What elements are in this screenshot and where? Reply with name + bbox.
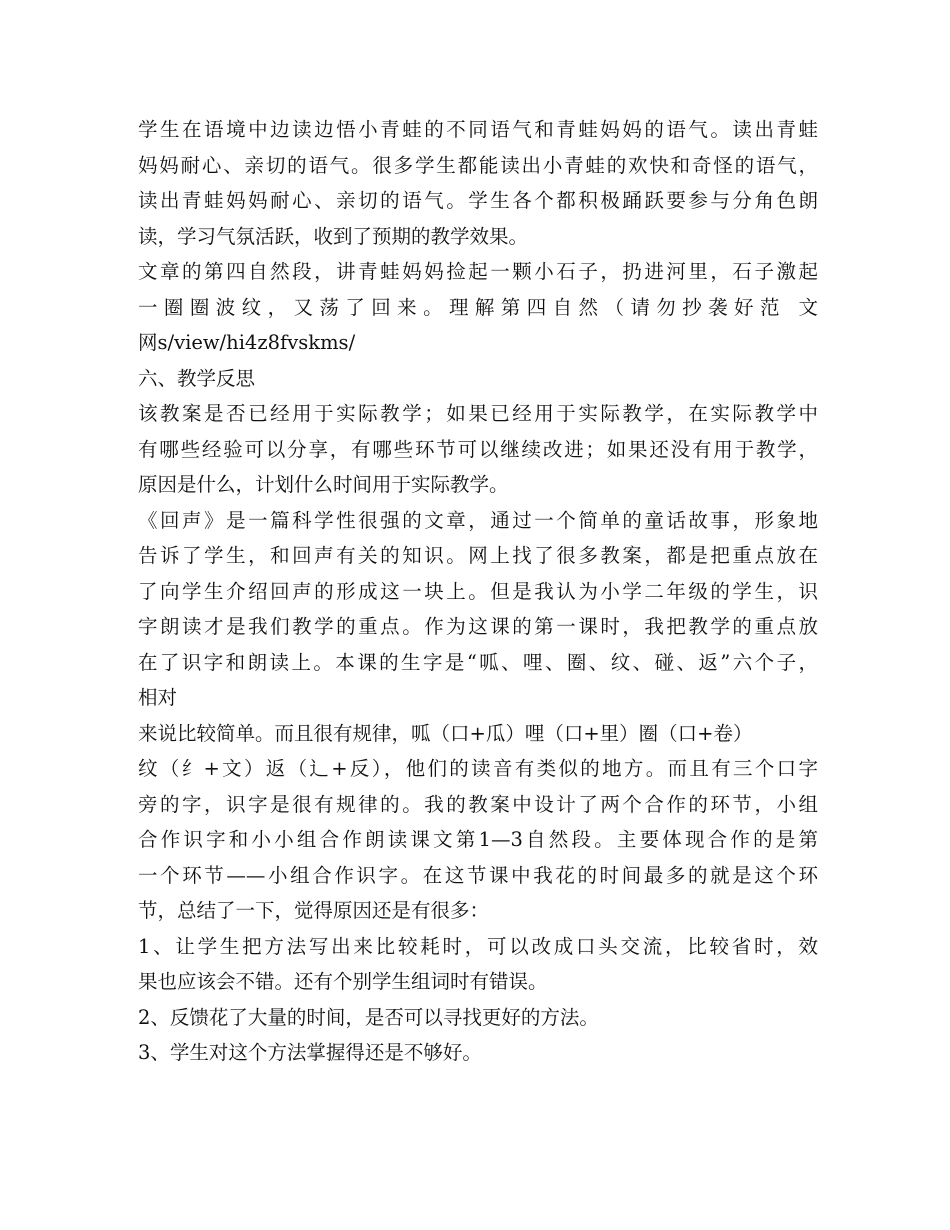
text-line: 读出青蛙妈妈耐心、亲切的语气。学生各个都积极踊跃要参与分角色朗 [138,189,818,212]
text-line: 学生在语境中边读边悟小青蛙的不同语气和青蛙妈妈的语气。读出青蛙 [138,118,818,141]
text-line: 一圈圈波纹，又荡了回来。理解第四自然（请勿抄袭好范 文 [138,295,818,319]
text-line: 《回声》是一篇科学性很强的文章，通过一个简单的童话故事，形象地 [138,508,818,532]
text-line: 六、教学反思 [138,366,256,390]
text-line: 一个环节——小组合作识字。在这节课中我花的时间最多的就是这个环 [138,863,818,887]
text-line: 来说比较简单。而且很有规律，呱（口+瓜）哩（口+里）圈（口+卷） [138,721,753,745]
text-line: 有哪些经验可以分享，有哪些环节可以继续改进；如果还没有用于教学， [138,437,818,461]
text-line: 在了识字和朗读上。本课的生字是“呱、哩、圈、纹、碰、返”六个子， [138,650,818,674]
text-line: 合作识字和小小组合作朗读课文第1—3自然段。主要体现合作的是第 [138,828,818,851]
text-line: 该教案是否已经用于实际教学；如果已经用于实际教学，在实际教学中 [138,402,818,425]
text-line: 妈妈耐心、亲切的语气。很多学生都能读出小青蛙的欢快和奇怪的语气， [138,153,818,177]
text-line: 旁的字，识字是很有规律的。我的教案中设计了两个合作的环节，小组 [138,792,818,816]
text-line: 读，学习气氛活跃，收到了预期的教学效果。 [138,224,529,248]
document-body [138,112,818,1071]
text-line: 2、反馈花了大量的时间，是否可以寻找更好的方法。 [138,1005,599,1029]
text-line: 节，总结了一下，觉得原因还是有很多： [138,899,490,922]
text-line: 文章的第四自然段，讲青蛙妈妈捡起一颗小石子，扔进河里，石子激起 [138,260,818,283]
text-line: 3、学生对这个方法掌握得还是不够好。 [138,1041,482,1064]
text-line: 原因是什么，计划什么时间用于实际教学。 [138,473,509,496]
text-line: 纹（纟+文）返（辶+反），他们的读音有类似的地方。而且有三个口字 [138,757,818,780]
text-line: 了向学生介绍回声的形成这一块上。但是我认为小学二年级的学生，识 [138,579,818,603]
text-line: 果也应该会不错。还有个别学生组词时有错误。 [138,970,548,993]
text-line: 告诉了学生，和回声有关的知识。网上找了很多教案，都是把重点放在 [138,544,818,567]
text-line: 字朗读才是我们教学的重点。作为这课的第一课时，我把教学的重点放 [138,615,818,638]
text-line: 1、让学生把方法写出来比较耗时，可以改成口头交流，比较省时，效 [138,934,818,958]
text-line: 相对 [138,686,178,709]
text-line: 网s/view/hi4z8fvskms/ [138,331,356,354]
